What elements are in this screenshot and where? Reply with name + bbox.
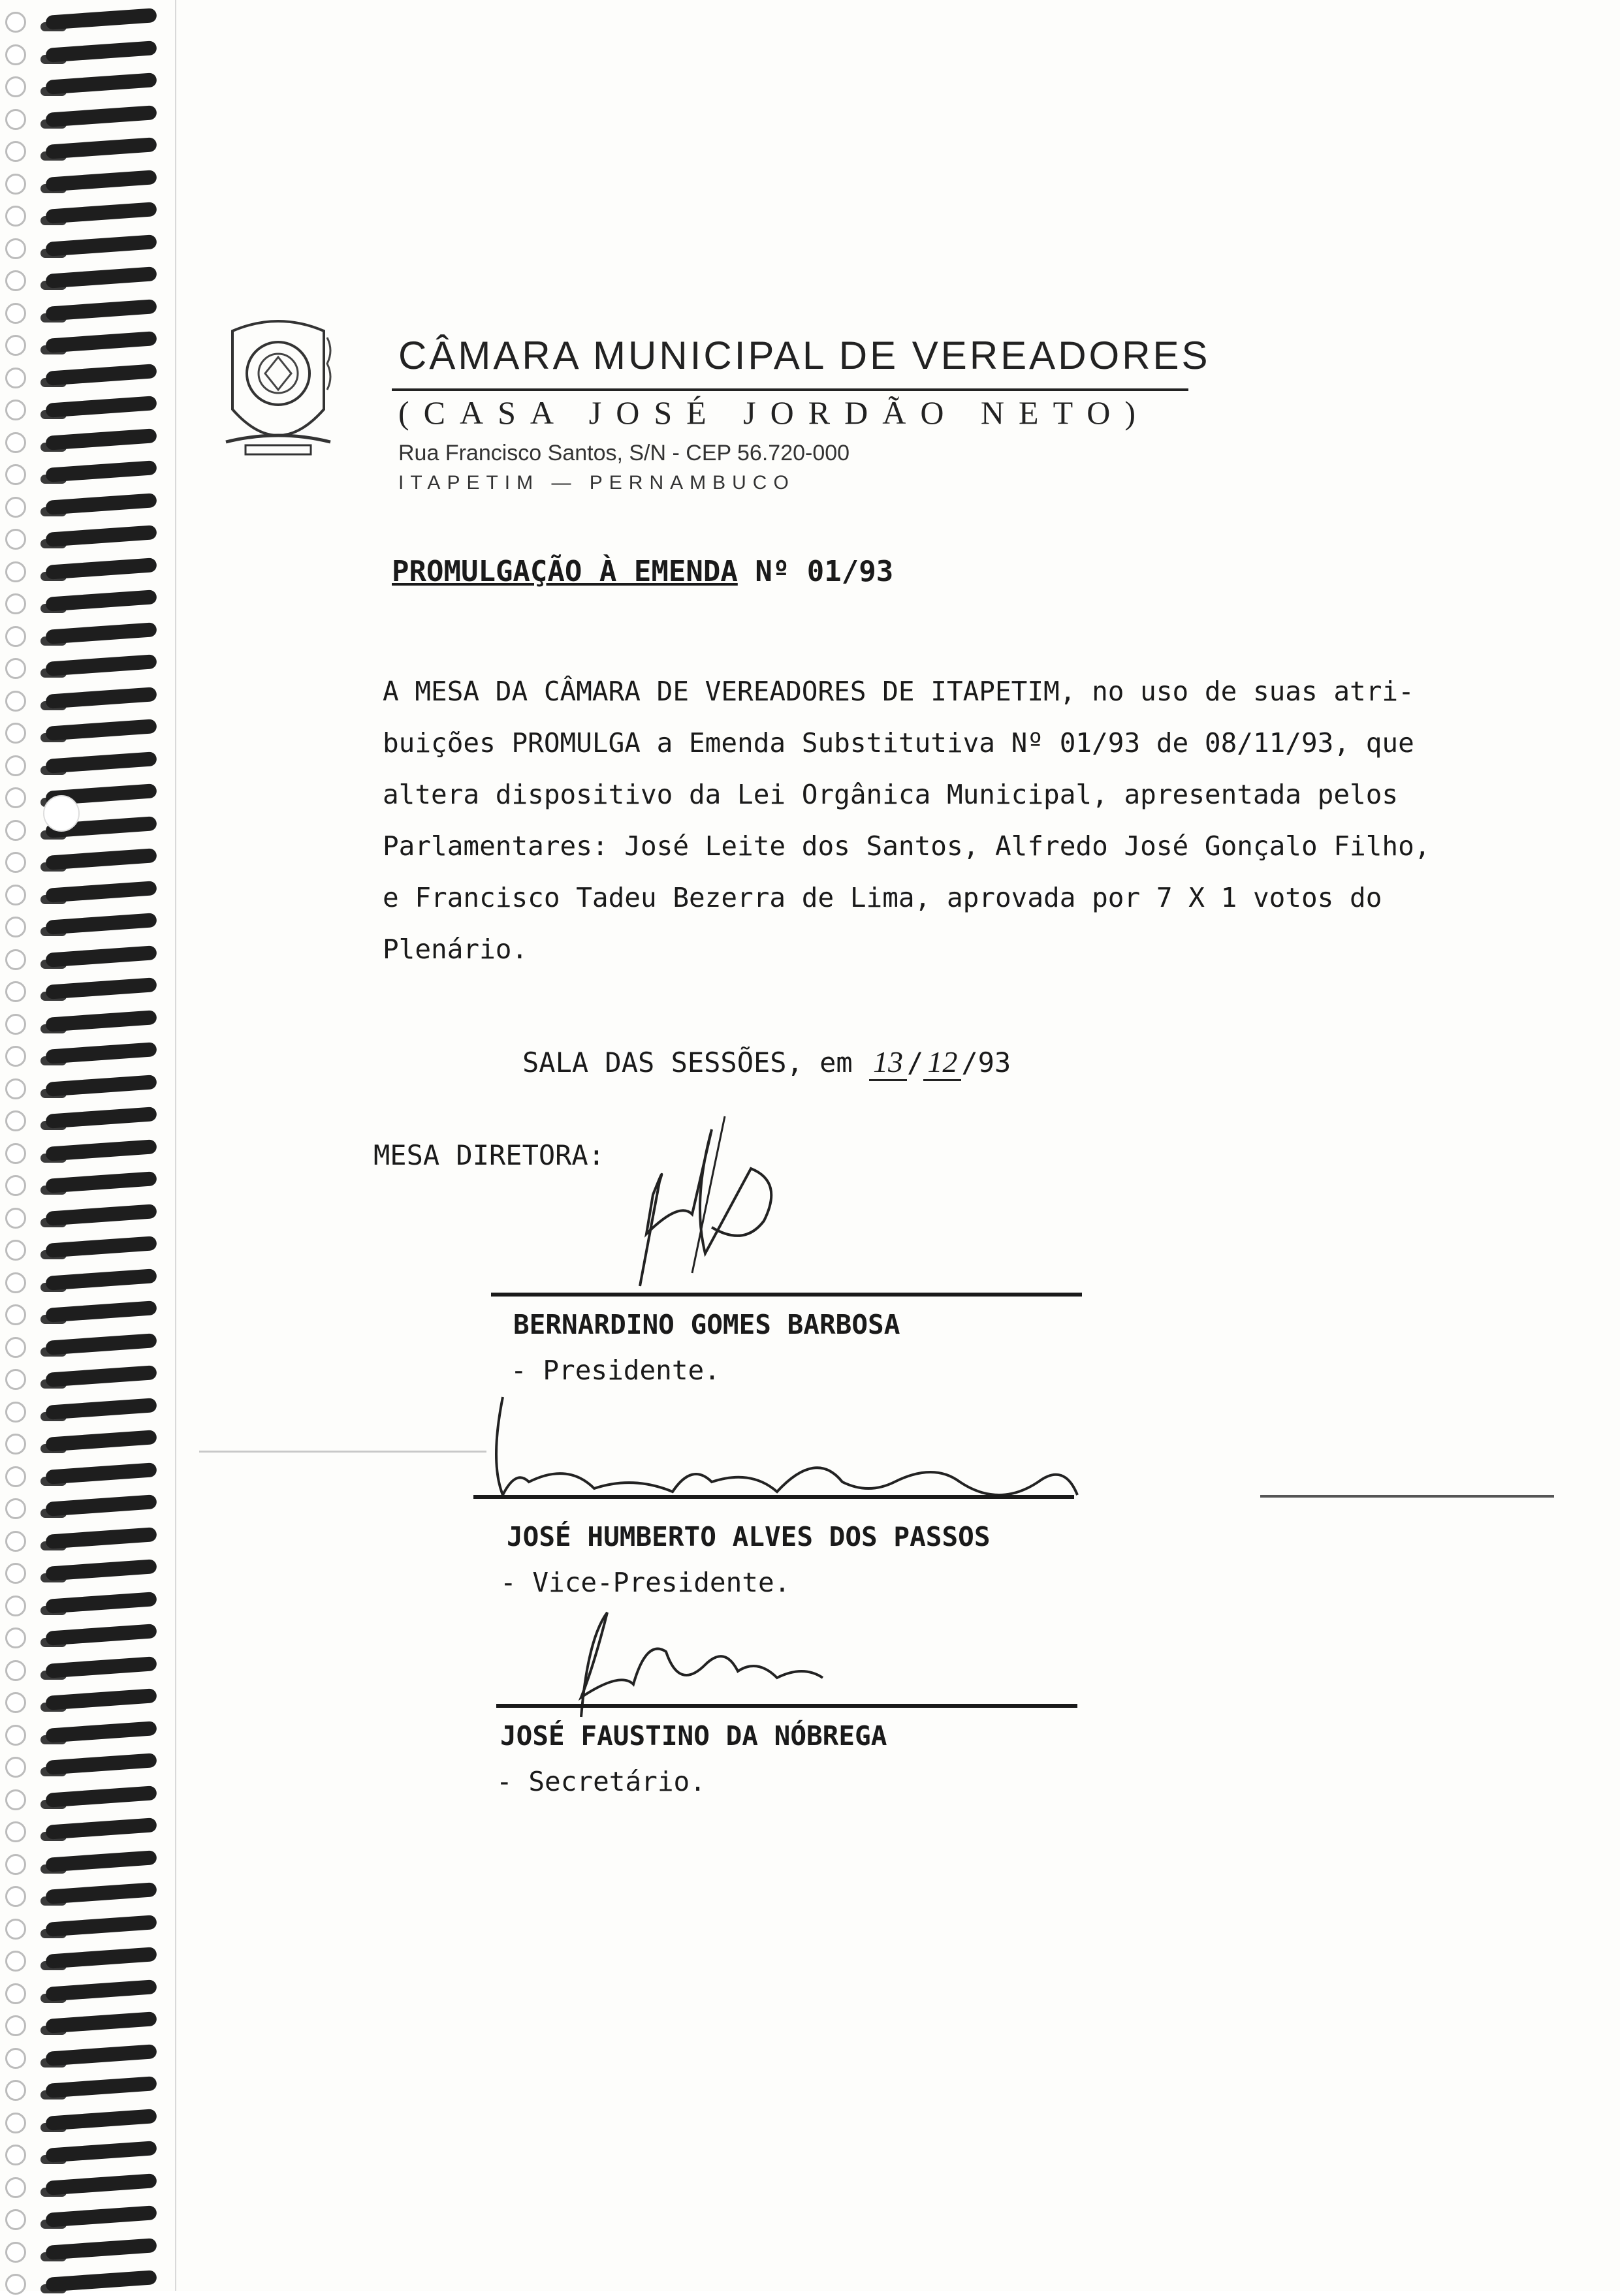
binding-hole bbox=[5, 1046, 26, 1067]
binding-wire bbox=[45, 2076, 157, 2098]
binding-wire bbox=[45, 40, 157, 63]
binding-wire bbox=[45, 1882, 157, 1904]
binding-coil bbox=[0, 1073, 157, 1101]
binding-wire bbox=[45, 1236, 157, 1258]
signature-line bbox=[491, 1293, 1082, 1297]
document-title-number: Nº 01/93 bbox=[755, 555, 894, 588]
binding-coil bbox=[0, 1234, 157, 1262]
punch-hole bbox=[43, 795, 80, 832]
binding-hole bbox=[5, 141, 26, 162]
binding-wire bbox=[45, 654, 157, 676]
binding-hole bbox=[5, 464, 26, 485]
binding-hole bbox=[5, 1402, 26, 1423]
signatory-role: - Secretário. bbox=[496, 1766, 706, 1797]
page-edge-shadow bbox=[175, 0, 176, 2291]
binding-hole bbox=[5, 2113, 26, 2133]
binding-hole bbox=[5, 12, 26, 33]
binding-wire bbox=[45, 1204, 157, 1226]
binding-hole bbox=[5, 1240, 26, 1261]
binding-hole bbox=[5, 1757, 26, 1778]
binding-hole bbox=[5, 820, 26, 841]
binding-coil bbox=[0, 71, 157, 99]
binding-wire bbox=[45, 428, 157, 450]
binding-coil bbox=[0, 1784, 157, 1812]
binding-coil bbox=[0, 621, 157, 648]
binding-coil bbox=[0, 492, 157, 519]
binding-coil bbox=[0, 265, 157, 292]
session-day: 13 bbox=[869, 1045, 907, 1081]
letterhead-city: ITAPETIM — PERNAMBUCO bbox=[398, 472, 795, 494]
binding-wire bbox=[45, 72, 157, 95]
signature-line bbox=[496, 1704, 1077, 1708]
binding-wire bbox=[45, 1850, 157, 1872]
binding-wire bbox=[45, 2011, 157, 2034]
binding-wire bbox=[45, 622, 157, 644]
binding-coil bbox=[0, 200, 157, 228]
binding-hole bbox=[5, 1919, 26, 1940]
binding-wire bbox=[45, 1979, 157, 2002]
binding-coil bbox=[0, 2204, 157, 2231]
binding-wire bbox=[45, 525, 157, 547]
binding-hole bbox=[5, 1563, 26, 1584]
binding-coil bbox=[0, 1332, 157, 1359]
binding-coil bbox=[0, 653, 157, 680]
binding-hole bbox=[5, 1531, 26, 1552]
binding-wire bbox=[45, 590, 157, 612]
binding-hole bbox=[5, 2145, 26, 2165]
binding-hole bbox=[5, 917, 26, 937]
binding-coil bbox=[0, 362, 157, 390]
binding-coil bbox=[0, 2172, 157, 2199]
binding-hole bbox=[5, 787, 26, 808]
binding-hole bbox=[5, 723, 26, 744]
binding-coil bbox=[0, 1849, 157, 1876]
body-line: e Francisco Tadeu Bezerra de Lima, aprovada por 7 X 1 votos do bbox=[383, 882, 1382, 913]
binding-hole bbox=[5, 1337, 26, 1358]
binding-hole bbox=[5, 2242, 26, 2263]
binding-wire bbox=[45, 848, 157, 870]
binding-coil bbox=[0, 1461, 157, 1488]
binding-hole bbox=[5, 368, 26, 388]
binding-hole bbox=[5, 691, 26, 712]
binding-hole bbox=[5, 1078, 26, 1099]
binding-coil bbox=[0, 2269, 157, 2296]
binding-hole bbox=[5, 658, 26, 679]
binding-coil bbox=[0, 1558, 157, 1585]
letterhead-subtitle: (CASA JOSÉ JORDÃO NETO) bbox=[398, 394, 1150, 431]
binding-hole bbox=[5, 1175, 26, 1196]
binding-wire bbox=[45, 558, 157, 580]
binding-hole bbox=[5, 593, 26, 614]
binding-hole bbox=[5, 1789, 26, 1810]
binding-coil bbox=[0, 2237, 157, 2264]
signature-scribble-president bbox=[614, 1103, 823, 1299]
binding-coil bbox=[0, 394, 157, 422]
binding-hole bbox=[5, 1692, 26, 1713]
binding-coil bbox=[0, 944, 157, 971]
binding-coil bbox=[0, 1881, 157, 1908]
binding-wire bbox=[45, 1010, 157, 1032]
binding-coil bbox=[0, 1913, 157, 1941]
binding-coil bbox=[0, 588, 157, 616]
binding-wire bbox=[45, 719, 157, 741]
binding-coil bbox=[0, 782, 157, 810]
binding-coil bbox=[0, 976, 157, 1003]
document-body bbox=[383, 666, 1525, 975]
binding-wire bbox=[45, 913, 157, 935]
binding-wire bbox=[45, 1494, 157, 1517]
binding-hole bbox=[5, 2015, 26, 2036]
binding-coil bbox=[0, 1687, 157, 1714]
binding-hole bbox=[5, 981, 26, 1002]
binding-coil bbox=[0, 1945, 157, 1973]
binding-hole bbox=[5, 400, 26, 420]
binding-coil bbox=[0, 2075, 157, 2102]
binding-hole bbox=[5, 270, 26, 291]
binding-wire bbox=[45, 1624, 157, 1646]
binding-wire bbox=[45, 266, 157, 289]
binding-hole bbox=[5, 497, 26, 518]
binding-wire bbox=[45, 1688, 157, 1710]
binding-coil bbox=[0, 1299, 157, 1327]
binding-hole bbox=[5, 1983, 26, 2004]
letterhead-rule bbox=[392, 388, 1188, 391]
binding-wire bbox=[45, 137, 157, 159]
binding-hole bbox=[5, 1208, 26, 1229]
binding-hole bbox=[5, 2177, 26, 2198]
binding-wire bbox=[45, 1462, 157, 1485]
binding-hole bbox=[5, 109, 26, 130]
session-label: SALA DAS SESSÕES, em bbox=[522, 1046, 853, 1078]
binding-wire bbox=[45, 1817, 157, 1840]
binding-hole bbox=[5, 1660, 26, 1681]
faint-rule bbox=[199, 1451, 486, 1453]
binding-wire bbox=[45, 396, 157, 418]
binding-hole bbox=[5, 755, 26, 776]
session-month: 12 bbox=[923, 1045, 961, 1081]
binding-wire bbox=[45, 1915, 157, 1937]
body-line: buições PROMULGA a Emenda Substitutiva Nº 01/93 de 08/11/93, que bbox=[383, 727, 1414, 759]
binding-wire bbox=[45, 170, 157, 192]
binding-hole bbox=[5, 44, 26, 65]
binding-hole bbox=[5, 1725, 26, 1746]
document-title-main: PROMULGAÇÃO À EMENDA bbox=[392, 555, 738, 588]
binding-wire bbox=[45, 2109, 157, 2131]
document-title bbox=[392, 555, 893, 588]
binding-hole bbox=[5, 2080, 26, 2101]
binding-coil bbox=[0, 233, 157, 260]
binding-wire bbox=[45, 1398, 157, 1420]
binding-hole bbox=[5, 852, 26, 873]
binding-hole bbox=[5, 1628, 26, 1648]
binding-wire bbox=[45, 1300, 157, 1323]
binding-coil bbox=[0, 1396, 157, 1424]
binding-coil bbox=[0, 847, 157, 874]
signatory-role: - Presidente. bbox=[511, 1355, 720, 1386]
binding-wire bbox=[45, 1559, 157, 1581]
binding-wire bbox=[45, 1430, 157, 1452]
binding-hole bbox=[5, 1272, 26, 1293]
binding-hole bbox=[5, 1854, 26, 1875]
binding-wire bbox=[45, 331, 157, 353]
body-line: altera dispositivo da Lei Orgânica Municipal, apresentada pelos bbox=[383, 779, 1399, 810]
binding-coil bbox=[0, 459, 157, 486]
binding-wire bbox=[45, 1592, 157, 1614]
binding-coil bbox=[0, 1526, 157, 1553]
binding-wire bbox=[45, 1139, 157, 1161]
binding-coil bbox=[0, 1203, 157, 1230]
municipal-seal-icon bbox=[219, 311, 337, 468]
binding-wire bbox=[45, 1107, 157, 1129]
signature-line bbox=[473, 1495, 1074, 1499]
binding-coil bbox=[0, 1009, 157, 1036]
body-line: A MESA DA CÂMARA DE VEREADORES DE ITAPETIM, no uso de suas atri- bbox=[383, 676, 1414, 707]
binding-hole bbox=[5, 2274, 26, 2295]
binding-wire bbox=[45, 8, 157, 30]
binding-wire bbox=[45, 1042, 157, 1064]
binding-coil bbox=[0, 1170, 157, 1197]
binding-coil bbox=[0, 1428, 157, 1456]
binding-hole bbox=[5, 561, 26, 582]
faint-rule bbox=[1260, 1495, 1554, 1498]
binding-wire bbox=[45, 299, 157, 321]
binding-hole bbox=[5, 626, 26, 647]
binding-hole bbox=[5, 238, 26, 259]
binding-wire bbox=[45, 977, 157, 999]
binding-wire bbox=[45, 1947, 157, 1969]
binding-coil bbox=[0, 524, 157, 551]
binding-wire bbox=[45, 105, 157, 127]
binding-coil bbox=[0, 2043, 157, 2070]
binding-wire bbox=[45, 2141, 157, 2163]
binding-coil bbox=[0, 1752, 157, 1779]
binding-coil bbox=[0, 879, 157, 907]
binding-coil bbox=[0, 2139, 157, 2167]
signatory-name: JOSÉ FAUSTINO DA NÓBREGA bbox=[500, 1720, 887, 1752]
binding-coil bbox=[0, 136, 157, 163]
binding-coil bbox=[0, 427, 157, 454]
binding-wire bbox=[45, 1721, 157, 1743]
binding-coil bbox=[0, 104, 157, 131]
binding-coil bbox=[0, 1622, 157, 1650]
body-line: Plenário. bbox=[383, 934, 528, 965]
binding-coil bbox=[0, 556, 157, 584]
binding-hole bbox=[5, 1951, 26, 1972]
binding-wire bbox=[45, 687, 157, 709]
body-line: Parlamentares: José Leite dos Santos, Alfredo José Gonçalo Filho, bbox=[383, 830, 1431, 862]
binding-wire bbox=[45, 1075, 157, 1097]
binding-hole bbox=[5, 949, 26, 970]
binding-wire bbox=[45, 2205, 157, 2227]
signatory-name: BERNARDINO GOMES BARBOSA bbox=[513, 1309, 900, 1340]
binding-coil bbox=[0, 1816, 157, 1844]
binding-hole bbox=[5, 76, 26, 97]
binding-wire bbox=[45, 1785, 157, 1808]
binding-coil bbox=[0, 1105, 157, 1133]
binding-coil bbox=[0, 717, 157, 745]
binding-hole bbox=[5, 1143, 26, 1164]
binding-coil bbox=[0, 1267, 157, 1295]
binding-coil bbox=[0, 1590, 157, 1618]
binding-coil bbox=[0, 1720, 157, 1747]
binding-wire bbox=[45, 202, 157, 224]
signatory-role: - Vice-Presidente. bbox=[500, 1567, 791, 1598]
binding-hole bbox=[5, 1304, 26, 1325]
binding-wire bbox=[45, 751, 157, 774]
binding-coil bbox=[0, 298, 157, 325]
binding-coil bbox=[0, 7, 157, 34]
binding-hole bbox=[5, 885, 26, 905]
binding-hole bbox=[5, 529, 26, 550]
binding-wire bbox=[45, 1333, 157, 1355]
binding-wire bbox=[45, 881, 157, 903]
binding-wire bbox=[45, 364, 157, 386]
board-label: MESA DIRETORA: bbox=[373, 1139, 605, 1171]
binding-coil bbox=[0, 1655, 157, 1682]
binding-hole bbox=[5, 206, 26, 227]
binding-wire bbox=[45, 493, 157, 515]
binding-coil bbox=[0, 1493, 157, 1520]
binding-hole bbox=[5, 1498, 26, 1519]
binding-wire bbox=[45, 1527, 157, 1549]
binding-coil bbox=[0, 39, 157, 67]
binding-coil bbox=[0, 1978, 157, 2005]
binding-hole bbox=[5, 1596, 26, 1616]
letterhead-address: Rua Francisco Santos, S/N - CEP 56.720-000 bbox=[398, 441, 850, 465]
binding-hole bbox=[5, 432, 26, 453]
binding-wire bbox=[45, 460, 157, 482]
binding-hole bbox=[5, 2048, 26, 2069]
binding-wire bbox=[45, 2173, 157, 2195]
binding-coil bbox=[0, 750, 157, 778]
binding-wire bbox=[45, 1753, 157, 1775]
binding-hole bbox=[5, 1110, 26, 1131]
signatory-name: JOSÉ HUMBERTO ALVES DOS PASSOS bbox=[507, 1521, 991, 1552]
binding-coil bbox=[0, 2010, 157, 2037]
session-date-line: SALA DAS SESSÕES, em 13 / 12 /93 bbox=[522, 1045, 1011, 1081]
binding-wire bbox=[45, 2044, 157, 2066]
binding-wire bbox=[45, 945, 157, 967]
binding-hole bbox=[5, 335, 26, 356]
binding-wire bbox=[45, 1171, 157, 1193]
binding-hole bbox=[5, 2209, 26, 2230]
binding-hole bbox=[5, 1821, 26, 1842]
binding-coil bbox=[0, 1364, 157, 1391]
binding-hole bbox=[5, 1466, 26, 1487]
binding-coil bbox=[0, 1138, 157, 1165]
binding-hole bbox=[5, 303, 26, 324]
session-year: 93 bbox=[977, 1046, 1011, 1078]
binding-wire bbox=[45, 234, 157, 257]
binding-wire bbox=[45, 1656, 157, 1678]
binding-wire bbox=[45, 2270, 157, 2292]
binding-wire bbox=[45, 2238, 157, 2260]
binding-hole bbox=[5, 1369, 26, 1390]
spiral-binding bbox=[0, 0, 170, 2291]
binding-coil bbox=[0, 2107, 157, 2135]
binding-coil bbox=[0, 685, 157, 713]
binding-wire bbox=[45, 1268, 157, 1291]
letterhead-title: CÂMARA MUNICIPAL DE VEREADORES bbox=[398, 334, 1211, 377]
binding-hole bbox=[5, 1434, 26, 1455]
binding-coil bbox=[0, 911, 157, 939]
binding-hole bbox=[5, 174, 26, 195]
binding-wire bbox=[45, 1365, 157, 1387]
binding-coil bbox=[0, 330, 157, 357]
binding-coil bbox=[0, 1041, 157, 1068]
binding-coil bbox=[0, 168, 157, 196]
binding-hole bbox=[5, 1886, 26, 1907]
binding-hole bbox=[5, 1014, 26, 1035]
letterhead bbox=[196, 297, 1215, 494]
